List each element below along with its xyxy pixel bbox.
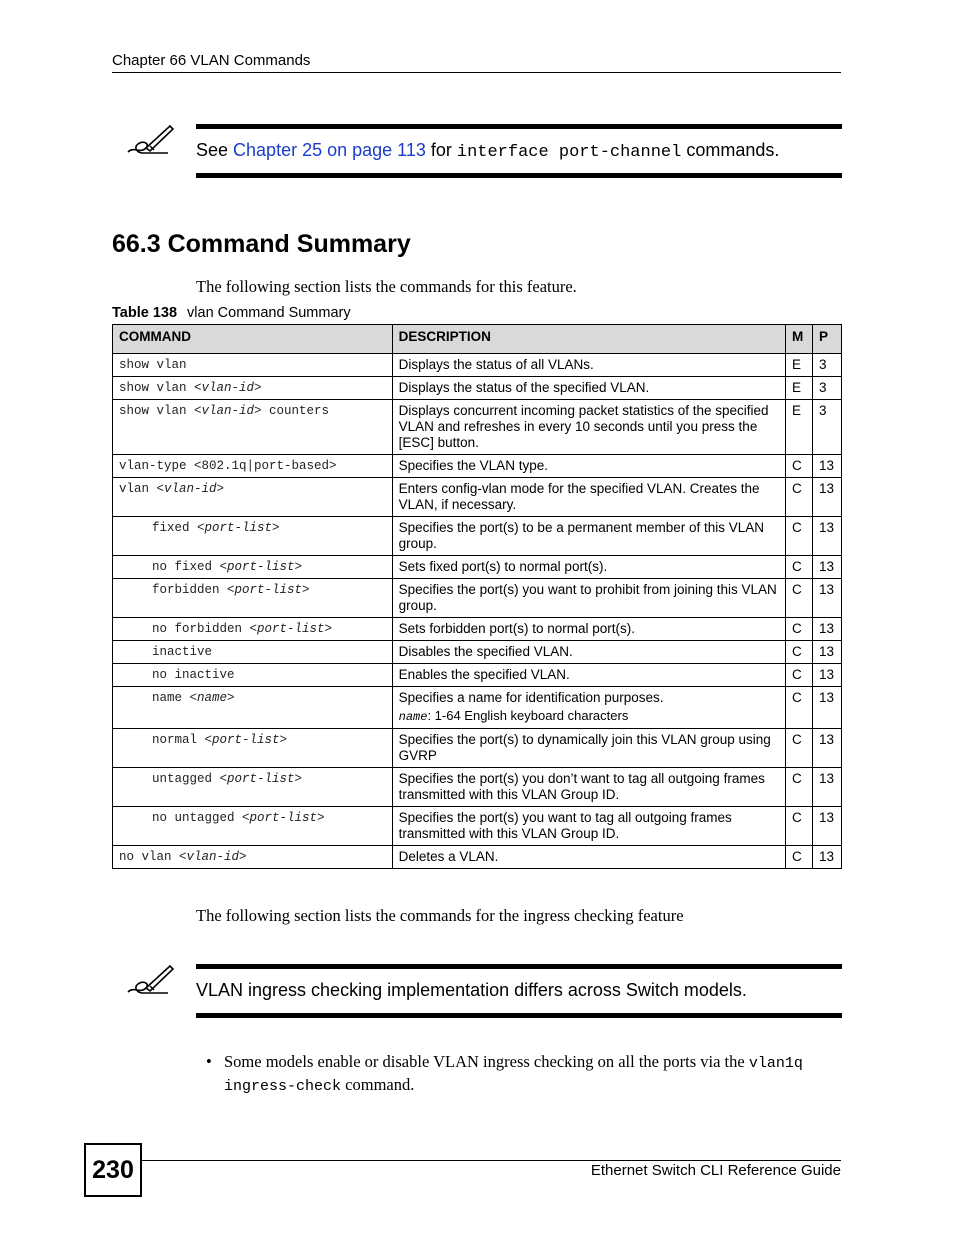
command-variable: vlan-id xyxy=(201,381,255,395)
note-code: interface port-channel xyxy=(456,143,682,162)
command-text: fixed < xyxy=(152,521,205,535)
command-cell xyxy=(113,579,393,618)
command-cell xyxy=(113,400,393,455)
table-row xyxy=(113,556,842,579)
command-variable: port-list xyxy=(234,583,303,597)
bullet-text-post: command. xyxy=(341,1075,415,1094)
note-text: VLAN ingress checking implementation differs across Switch models. xyxy=(196,980,747,1000)
privilege-cell: 13 xyxy=(812,478,841,517)
section-intro: The following section lists the commands for this feature. xyxy=(196,277,577,296)
command-cell xyxy=(113,846,393,869)
privilege-cell: 13 xyxy=(812,846,841,869)
table-row xyxy=(113,687,842,729)
description-cell xyxy=(392,768,785,807)
bullet-text-pre: Some models enable or disable VLAN ingress checking on all the ports via the xyxy=(224,1052,749,1071)
command-text-suffix: > xyxy=(324,622,333,636)
mode-cell: C xyxy=(785,768,812,807)
command-text: untagged < xyxy=(152,772,228,786)
description-text: Specifies the port(s) to dynamically join this VLAN group using GVRP xyxy=(398,732,771,763)
table-row xyxy=(113,641,842,664)
command-cell xyxy=(113,354,393,377)
command-text: normal < xyxy=(152,733,213,747)
description-text: Enters config-vlan mode for the specified VLAN. Creates the VLAN, if necessary. xyxy=(398,481,760,512)
command-cell xyxy=(113,687,393,729)
command-cell xyxy=(113,517,393,556)
note-suffix: commands. xyxy=(681,140,780,160)
command-text-suffix: > xyxy=(227,691,235,705)
privilege-cell: 3 xyxy=(812,354,841,377)
page-number: 230 xyxy=(84,1143,142,1197)
command-text: no fixed < xyxy=(152,560,228,574)
command-variable: name xyxy=(197,691,228,705)
privilege-cell: 13 xyxy=(812,618,841,641)
description-cell xyxy=(392,556,785,579)
command-text: no inactive xyxy=(152,668,235,682)
table-row xyxy=(113,517,842,556)
command-text: forbidden < xyxy=(152,583,235,597)
section-title: 66.3 Command Summary xyxy=(112,230,411,258)
description-text: Specifies the VLAN type. xyxy=(398,458,548,473)
table-row xyxy=(113,354,842,377)
table-row xyxy=(113,768,842,807)
command-variable: port-list xyxy=(227,772,295,786)
command-text: no untagged < xyxy=(152,811,250,825)
description-cell xyxy=(392,354,785,377)
command-variable: port-list xyxy=(249,811,318,825)
description-text: Displays the status of all VLANs. xyxy=(398,357,594,372)
command-text: show vlan < xyxy=(119,404,202,418)
privilege-cell: 3 xyxy=(812,400,841,455)
table-row xyxy=(113,618,842,641)
description-text: Enables the specified VLAN. xyxy=(398,667,570,682)
command-text-suffix: > counters xyxy=(254,404,330,418)
command-variable: vlan-id xyxy=(201,404,255,418)
description-cell xyxy=(392,478,785,517)
header-description: DESCRIPTION xyxy=(392,325,785,354)
command-text-suffix: > xyxy=(317,811,325,825)
command-variable: port-list xyxy=(257,622,325,636)
mode-cell: C xyxy=(785,618,812,641)
mode-cell: C xyxy=(785,556,812,579)
command-text: vlan < xyxy=(119,482,165,496)
table-row xyxy=(113,478,842,517)
table-row xyxy=(113,455,842,478)
mode-cell: E xyxy=(785,400,812,455)
mode-cell: C xyxy=(785,579,812,618)
mode-cell: E xyxy=(785,377,812,400)
note-pen-icon xyxy=(124,964,174,998)
command-cell xyxy=(113,807,393,846)
table-row xyxy=(113,400,842,455)
privilege-cell: 3 xyxy=(812,377,841,400)
privilege-cell: 13 xyxy=(812,687,841,729)
note-box xyxy=(196,964,842,1018)
mode-cell: C xyxy=(785,687,812,729)
table-caption-label: Table 138 xyxy=(112,305,178,321)
description-text: Deletes a VLAN. xyxy=(398,849,499,864)
bullet-code: vlan1q ingress-check xyxy=(224,1055,803,1095)
description-cell xyxy=(392,687,785,729)
note-box xyxy=(196,124,842,178)
command-text-suffix: > xyxy=(294,560,303,574)
command-cell xyxy=(113,618,393,641)
command-text-suffix: > xyxy=(272,521,280,535)
mode-cell: C xyxy=(785,807,812,846)
privilege-cell: 13 xyxy=(812,807,841,846)
command-variable: vlan-id xyxy=(186,850,240,864)
table-row xyxy=(113,664,842,687)
description-text: Specifies the port(s) you don’t want to tag all outgoing frames transmitted with this VLAN Group ID. xyxy=(398,771,765,802)
mode-cell: C xyxy=(785,517,812,556)
description-text: Sets forbidden port(s) to normal port(s). xyxy=(398,621,635,636)
table-row xyxy=(113,846,842,869)
description-text: Displays the status of the specified VLAN. xyxy=(398,380,650,395)
privilege-cell: 13 xyxy=(812,517,841,556)
table-header-row xyxy=(113,325,842,354)
command-text: no forbidden < xyxy=(152,622,258,636)
bullet-marker: • xyxy=(206,1052,212,1071)
table-caption-text: vlan Command Summary xyxy=(187,305,351,321)
command-text-suffix: > xyxy=(239,850,247,864)
command-text-suffix: > xyxy=(279,733,288,747)
header-command: COMMAND xyxy=(113,325,393,354)
command-text-suffix: > xyxy=(302,583,310,597)
footer-rule xyxy=(140,1160,841,1161)
table-body xyxy=(113,354,842,869)
running-header: Chapter 66 VLAN Commands xyxy=(112,52,311,69)
command-variable: vlan-id xyxy=(164,482,217,496)
command-text-suffix: > xyxy=(294,772,303,786)
description-sub-text: : 1-64 English keyboard characters xyxy=(427,708,629,723)
command-cell xyxy=(113,556,393,579)
description-cell xyxy=(392,579,785,618)
privilege-cell: 13 xyxy=(812,664,841,687)
description-text: Specifies the port(s) you want to tag all outgoing frames transmitted with this VLAN Group ID. xyxy=(398,810,732,841)
command-variable: port-list xyxy=(204,521,273,535)
mode-cell: C xyxy=(785,846,812,869)
command-text-suffix: > xyxy=(216,482,225,496)
command-text-suffix: > xyxy=(254,381,262,395)
mode-cell: C xyxy=(785,664,812,687)
command-text: show vlan < xyxy=(119,381,202,395)
description-cell xyxy=(392,517,785,556)
command-text: name < xyxy=(152,691,198,705)
table-row xyxy=(113,807,842,846)
description-text: Sets fixed port(s) to normal port(s). xyxy=(398,559,608,574)
ingress-intro: The following section lists the commands for the ingress checking feature xyxy=(196,906,684,925)
guide-title: Ethernet Switch CLI Reference Guide xyxy=(590,1162,841,1179)
description-cell xyxy=(392,664,785,687)
command-cell xyxy=(113,478,393,517)
description-sub-code: name xyxy=(398,710,428,724)
privilege-cell: 13 xyxy=(812,641,841,664)
table-row xyxy=(113,579,842,618)
header-m: M xyxy=(785,325,812,354)
table-caption xyxy=(112,305,351,321)
mode-cell: C xyxy=(785,455,812,478)
privilege-cell: 13 xyxy=(812,768,841,807)
command-text: vlan-type <802.1q|port-based> xyxy=(119,459,337,473)
command-variable: port-list xyxy=(227,560,295,574)
description-text: Disables the specified VLAN. xyxy=(398,644,573,659)
description-cell xyxy=(392,846,785,869)
mode-cell: C xyxy=(785,478,812,517)
description-text: Specifies the port(s) you want to prohibit from joining this VLAN group. xyxy=(398,582,777,613)
header-p: P xyxy=(812,325,841,354)
mode-cell: E xyxy=(785,354,812,377)
command-text: inactive xyxy=(152,645,213,659)
description-text: Displays concurrent incoming packet statistics of the specified VLAN and refreshes in every 10 seconds until you press the [ESC] button. xyxy=(398,403,769,450)
description-cell xyxy=(392,400,785,455)
note-middle: for xyxy=(425,140,457,160)
description-cell xyxy=(392,807,785,846)
chapter-25-link[interactable]: Chapter 25 on page 113 xyxy=(233,140,426,160)
header-rule xyxy=(112,72,841,73)
note-prefix: See xyxy=(196,140,234,160)
command-variable: port-list xyxy=(212,733,280,747)
description-cell xyxy=(392,455,785,478)
description-cell xyxy=(392,377,785,400)
mode-cell: C xyxy=(785,729,812,768)
command-cell xyxy=(113,729,393,768)
table-row xyxy=(113,377,842,400)
command-text: show vlan xyxy=(119,358,187,372)
command-cell xyxy=(113,664,393,687)
privilege-cell: 13 xyxy=(812,455,841,478)
privilege-cell: 13 xyxy=(812,579,841,618)
description-cell xyxy=(392,641,785,664)
description-cell xyxy=(392,729,785,768)
privilege-cell: 13 xyxy=(812,729,841,768)
command-cell xyxy=(113,641,393,664)
note-pen-icon xyxy=(124,124,174,158)
description-text: Specifies a name for identification purposes. xyxy=(398,690,664,705)
command-cell xyxy=(113,377,393,400)
description-text: Specifies the port(s) to be a permanent member of this VLAN group. xyxy=(398,520,765,551)
command-text: no vlan < xyxy=(119,850,187,864)
privilege-cell: 13 xyxy=(812,556,841,579)
command-cell xyxy=(113,768,393,807)
command-cell xyxy=(113,455,393,478)
command-summary-table xyxy=(112,324,842,869)
description-cell xyxy=(392,618,785,641)
mode-cell: C xyxy=(785,641,812,664)
table-row xyxy=(113,729,842,768)
